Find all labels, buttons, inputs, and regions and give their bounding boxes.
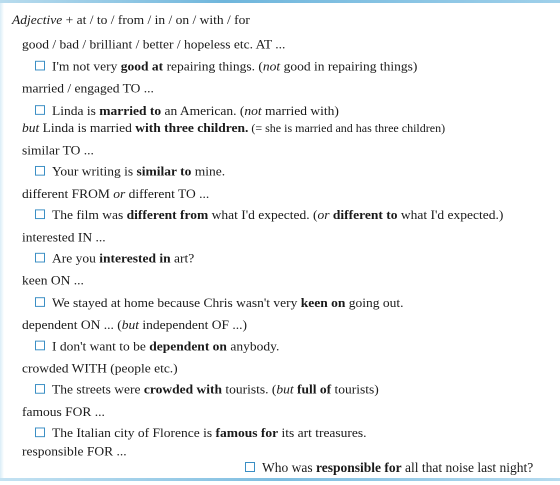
bullet-icon	[245, 462, 255, 472]
pattern-crowded-with: crowded WITH (people etc.)	[22, 360, 178, 376]
bullet-icon	[35, 427, 45, 437]
bullet-icon	[35, 384, 45, 394]
pattern-different-from: different FROM or different TO ...	[22, 186, 210, 201]
pattern-responsible-for: responsible FOR ...	[22, 443, 127, 459]
pattern-keen-on: keen ON ...	[22, 273, 84, 288]
bullet-icon	[35, 105, 45, 115]
example-similar-to: Your writing is similar to mine.	[35, 164, 225, 179]
bottom-rule	[0, 478, 560, 481]
example-interested-in: Are you interested in art?	[35, 251, 194, 266]
example-famous-for: The Italian city of Florence is famous for its art treasures.	[35, 426, 367, 441]
example-different-from: The film was different from what I'd expected. (or different to what I'd expected.)	[35, 207, 503, 222]
left-edge-shade	[0, 3, 4, 478]
bullet-icon	[35, 209, 45, 219]
example-married-to: Linda is married to an American. (not married with)	[35, 103, 339, 118]
top-rule	[0, 0, 560, 3]
pattern-similar-to: similar TO ...	[22, 142, 94, 158]
example-keen-on: We stayed at home because Chris wasn't very keen on going out.	[35, 295, 404, 310]
bullet-icon	[35, 341, 45, 351]
pattern-famous-for: famous FOR ...	[22, 404, 105, 419]
bullet-icon	[35, 61, 45, 71]
bullet-icon	[35, 297, 45, 307]
example-good-at: I'm not very good at repairing things. (not good in repairing things)	[35, 59, 417, 74]
bullet-icon	[35, 253, 45, 263]
pattern-married-to: married / engaged TO ...	[22, 81, 154, 96]
pattern-dependent-on: dependent ON ... (but independent OF ...)	[22, 317, 247, 332]
bullet-icon	[35, 166, 45, 176]
pattern-interested-in: interested IN ...	[22, 229, 106, 245]
but-married-with: but Linda is married with three children. (= she is married and has three children)	[22, 120, 446, 136]
section-heading: Adjective + at / to / from / in / on / with / for	[12, 12, 250, 28]
example-crowded-with: The streets were crowded with tourists. (but full of tourists)	[35, 382, 379, 397]
example-dependent-on: I don't want to be dependent on anybody.	[35, 339, 279, 354]
example-responsible-for: Who was responsible for all that noise last night?	[245, 460, 533, 476]
pattern-good-at: good / bad / brilliant / better / hopeless etc. AT ...	[22, 36, 286, 52]
